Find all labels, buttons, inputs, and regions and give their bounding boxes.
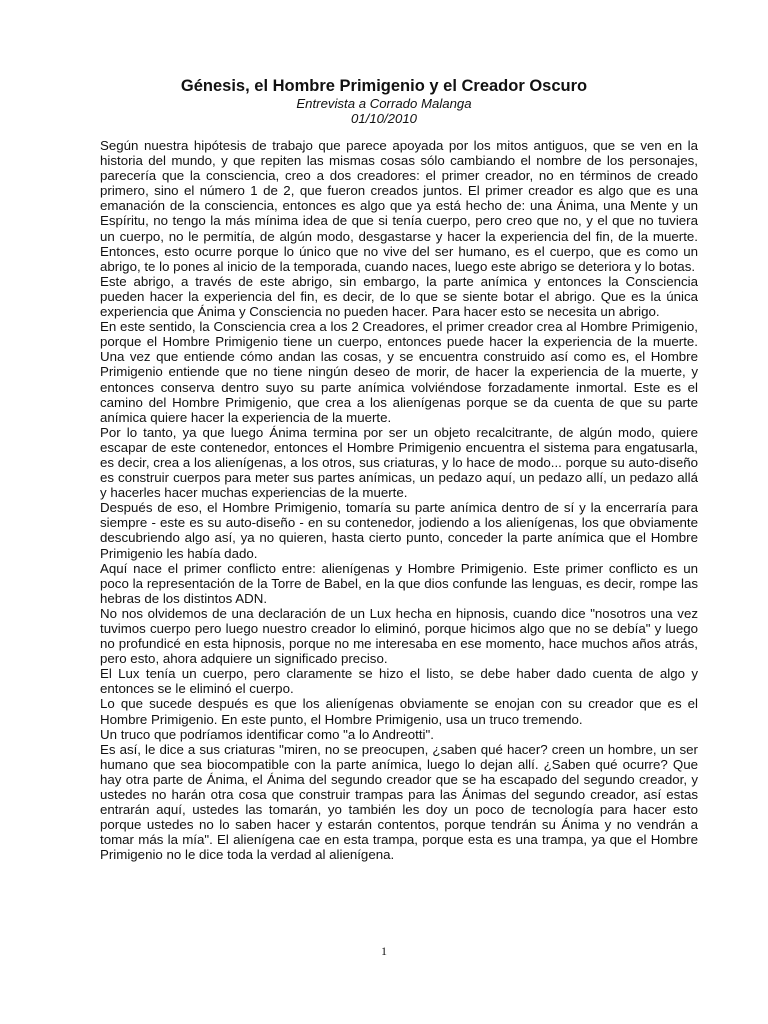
- paragraph: Lo que sucede después es que los alienígenas obviamente se enojan con su creador que es el Hombre Primigenio. En este punto, el Hombre Primigenio, usa un truco tremendo.: [100, 696, 698, 727]
- paragraph: Según nuestra hipótesis de trabajo que parece apoyada por los mitos antiguos, que se ven en la historia del mundo, y que repiten las mismas cosas sólo cambiando el nombre de los personajes, parecería que la consciencia, creo a dos creadores: el primer creador, no en términos de creado primero, sino el número 1 de 2, que fueron creados juntos. El primer creador es algo que es una emanación de la consciencia, entonces es algo que ya está hecho de: una Ánima, una Mente y un Espíritu, no tengo la más mínima idea de que si tenía cuerpo, pero creo que no, y el que no tuviera un cuerpo, no le permitía, de algún modo, desgastarse y hacer la experiencia del fin, de la muerte. Entonces, esto ocurre porque lo único que no vive del ser humano, es el cuerpo, que es como un abrigo, te lo pones al inicio de la temporada, cuando naces, luego este abrigo se deteriora y lo botas.: [100, 138, 698, 274]
- page-number: 1: [381, 944, 387, 958]
- paragraph: Después de eso, el Hombre Primigenio, tomaría su parte anímica dentro de sí y la encerraría para siempre - este es su auto-diseño - en su contenedor, jodiendo a los alienígenas, los que obviamente descubriendo algo así, ya no quieren, hasta cierto punto, conceder la parte anímica que el Hombre Primigenio les había dado.: [100, 500, 698, 561]
- document-date: 01/10/2010: [350, 111, 417, 126]
- paragraph: Un truco que podríamos identificar como "a lo Andreotti".: [100, 726, 434, 742]
- paragraph: No nos olvidemos de una declaración de un Lux hecha en hipnosis, cuando dice "nosotros una vez tuvimos cuerpo pero luego nuestro creador lo eliminó, porque hicimos algo que no se debía" y luego no profundicé en esta hipnosis, porque no me interesaba en ese momento, hace muchos años atrás, pero esto, ahora adquiere un significado preciso.: [100, 605, 698, 667]
- paragraph: En este sentido, la Consciencia crea a los 2 Creadores, el primer creador crea al Hombre Primigenio, porque el Hombre Primigenio tiene un cuerpo, entonces puede hacer la experiencia de la muerte. Una vez que entiende cómo andan las cosas, y se encuentra construido así como es, el Hombre Primigenio entiende que no tiene ningún deseo de morir, de hacer la experiencia de la muerte, y entonces conserva dentro suyo su parte anímica volviéndose forzadamente inmortal. Este es el camino del Hombre Primigenio, que crea a los alienígenas porque se da cuenta de que su parte anímica quiere hacer la experiencia de la muerte.: [100, 319, 698, 425]
- document-body: [100, 138, 698, 863]
- document-title: Génesis, el Hombre Primigenio y el Creador Oscuro: [180, 77, 588, 95]
- paragraph: El Lux tenía un cuerpo, pero claramente se hizo el listo, se debe haber dado cuenta de algo y entonces se le eliminó el cuerpo.: [100, 666, 698, 697]
- document-subtitle: Entrevista a Corrado Malanga: [296, 96, 472, 111]
- paragraph: Aquí nace el primer conflicto entre: alienígenas y Hombre Primigenio. Este primer conflicto es un poco la representación de la Torre de Babel, en la que dios confunde las lenguas, es decir, rompe las hebras de los distintos ADN.: [100, 560, 698, 606]
- paragraph: Este abrigo, a través de este abrigo, sin embargo, la parte anímica y entonces la Consciencia pueden hacer la experiencia del fin, es decir, de lo que se siente botar el abrigo. Que es la única experiencia que Ánima y Consciencia no pueden hacer. Para hacer esto se necesita un abrigo.: [100, 273, 698, 320]
- paragraph: Por lo tanto, ya que luego Ánima termina por ser un objeto recalcitrante, de algún modo, quiere escapar de este contenedor, entonces el Hombre Primigenio encuentra el sistema para engatusarla, es decir, crea a los alienígenas, a los otros, sus criaturas, y lo hace de modo... porque su auto-diseño es construir cuerpos para meter sus partes anímicas, un pedazo aquí, un pedazo allí, un pedazo allá y hacerles hacer muchas experiencias de la muerte.: [100, 424, 698, 501]
- paragraph: Es así, le dice a sus criaturas "miren, no se preocupen, ¿saben qué hacer? creen un hombre, un ser humano que sea biocompatible con la parte anímica, luego lo dejan allí. ¿Saben qué ocurre? Que hay otra parte de Ánima, el Ánima del segundo creador que se ha escapado del segundo creador, y ustedes no harán otra cosa que construir trampas para las Ánimas del segundo creador, así estas entrarán aquí, ustedes las tomarán, yo también les doy un poco de tecnología para hacer esto porque ustedes no lo saben hacer y estarán contentos, porque tendrán su Ánima y no vendrán a tomar más la mía". El alienígena cae en esta trampa, porque esta es una trampa, ya que el Hombre Primigenio no le dice toda la verdad al alienígena.: [100, 741, 698, 863]
- document-header: [0, 76, 768, 126]
